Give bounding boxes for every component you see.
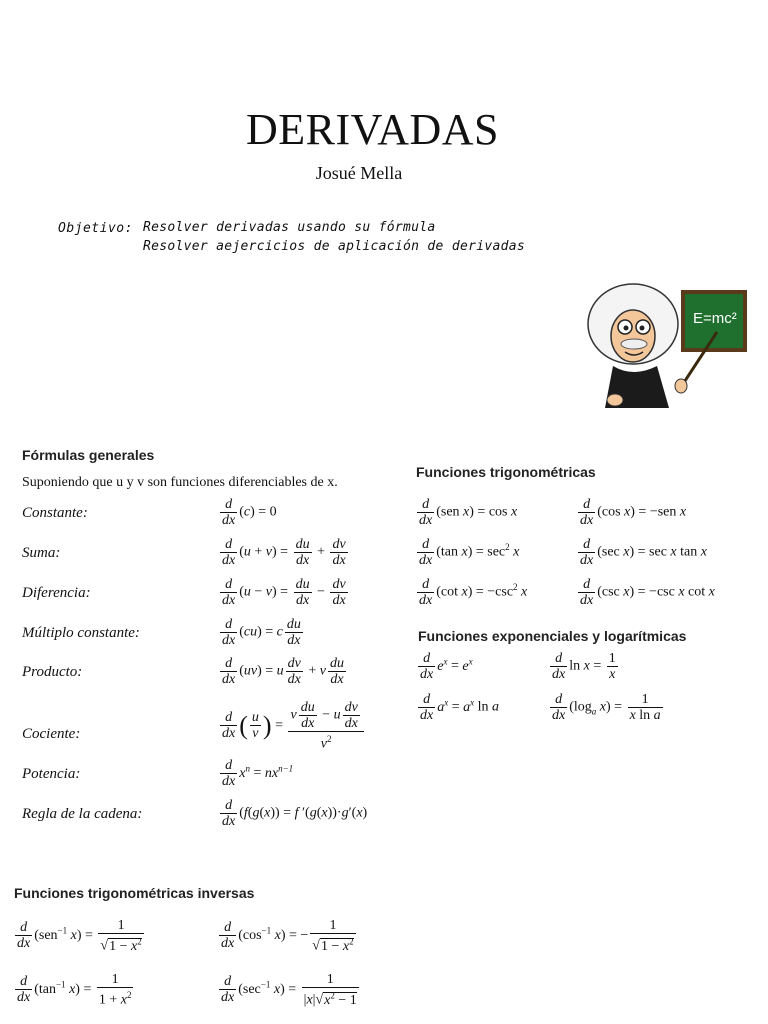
rule-label-cadena: Regla de la cadena: (22, 806, 143, 822)
formula-sen: $\frac{d}{dx}$ (sen x) = cos x (419, 497, 518, 528)
page-title: DERIVADAS (245, 105, 500, 154)
formula-cadena: $\frac{d}{dx}$ (f(g(x)) = f ′(g(x))·g′(x) (222, 798, 368, 829)
rule-label-constante: Constante: (22, 505, 88, 521)
general-intro-text: Suponiendo que u y v son funciones diferenciables de x. (22, 475, 338, 490)
formula-producto: $\frac{d}{dx}$ (uv) = u $\frac{dv}{dx}$ + v $\frac{du}{dx}$ (222, 656, 345, 687)
explog-heading: Funciones exponenciales y logarítmicas (418, 628, 687, 644)
formula-ln: $\frac{d}{dx}$ ln x = $\frac{1}{x}$ (552, 651, 616, 682)
formula-arccos: $\frac{d}{dx}$ ($\cos^{-1}$ x) = − $\frac{1}{√1 - x^2}$ (221, 918, 354, 954)
inverse-trig-heading: Funciones trigonométricas inversas (14, 885, 255, 901)
rule-label-multiplo: Múltiplo constante: (22, 625, 140, 641)
formula-exp: $\frac{d}{dx}$ $e^x = e^x$ (420, 651, 473, 682)
formula-constante: $\frac{d}{dx}$ (c) = 0 (222, 497, 277, 528)
rule-label-suma: Suma: (22, 545, 61, 561)
author-name: Josué Mella (315, 163, 403, 183)
einstein-chalkboard-icon (585, 282, 750, 414)
formula-cos: $\frac{d}{dx}$ (cos x) = −sen x (580, 497, 687, 528)
formula-multiplo: $\frac{d}{dx}$ (cu) = c $\frac{du}{dx}$ (222, 617, 301, 648)
formula-csc: $\frac{d}{dx}$ (csc x) = −csc x cot x (580, 577, 715, 608)
rule-label-potencia: Potencia: (22, 766, 81, 782)
rule-label-producto: Producto: (22, 664, 83, 680)
objective-line-2: Resolver aejercicios de aplicación de derivadas (143, 239, 525, 254)
trig-heading: Funciones trigonométricas (416, 464, 596, 480)
chalkboard-text: E=mc² (693, 310, 737, 327)
rule-label-cociente: Cociente: (22, 726, 81, 742)
formula-arctan: $\frac{d}{dx}$ ($\tan^{-1}$ x) = $\frac{1}{1 + x^2}$ (17, 972, 132, 1008)
objective-label: Objetivo: (58, 221, 133, 236)
formula-sec: $\frac{d}{dx}$ (sec x) = sec x tan x (580, 537, 707, 568)
formula-ax: $\frac{d}{dx}$ $a^x = a^x$ ln a (420, 692, 500, 723)
objective-line-1: Resolver derivadas usando su fórmula (143, 220, 436, 235)
formula-potencia: $\frac{d}{dx}$ $x^n = nx^{n-1}$ (222, 758, 294, 789)
formula-log: $\frac{d}{dx}$ ($\log_a$ x) = $\frac{1}{\text{x ln a}}$ (552, 692, 661, 723)
formula-cociente: $\frac{d}{dx}$ ( $\frac{u}{v}$ ) = v $\frac{du}{dx}$ − u $\frac{dv}{dx}$ $v^2$ (218, 700, 366, 752)
formula-suma: $\frac{d}{dx}$ (u + v) = $\frac{du}{dx}$ + $\frac{dv}{dx}$ (222, 537, 346, 568)
formula-arcsec: $\frac{d}{dx}$ ($\sec^{-1}$ x) = $\frac{1}{|x|√x^2 - 1}$ (221, 972, 357, 1008)
general-formulas-heading: Fórmulas generales (22, 447, 155, 463)
formula-tan: $\frac{d}{dx}$ (tan $x) = \sec^2 x$ (419, 537, 520, 568)
formula-cot: $\frac{d}{dx}$ (cot $x) = -\csc^2$ x (419, 577, 528, 608)
formula-arcsen: $\frac{d}{dx}$ (sen$^{-1}$ x) = $\frac{1}{√1 - x^2}$ (17, 918, 142, 954)
rule-label-diferencia: Diferencia: (22, 585, 91, 601)
formula-diferencia: $\frac{d}{dx}$ (u − v) = $\frac{du}{dx}$ − $\frac{dv}{dx}$ (222, 577, 346, 608)
